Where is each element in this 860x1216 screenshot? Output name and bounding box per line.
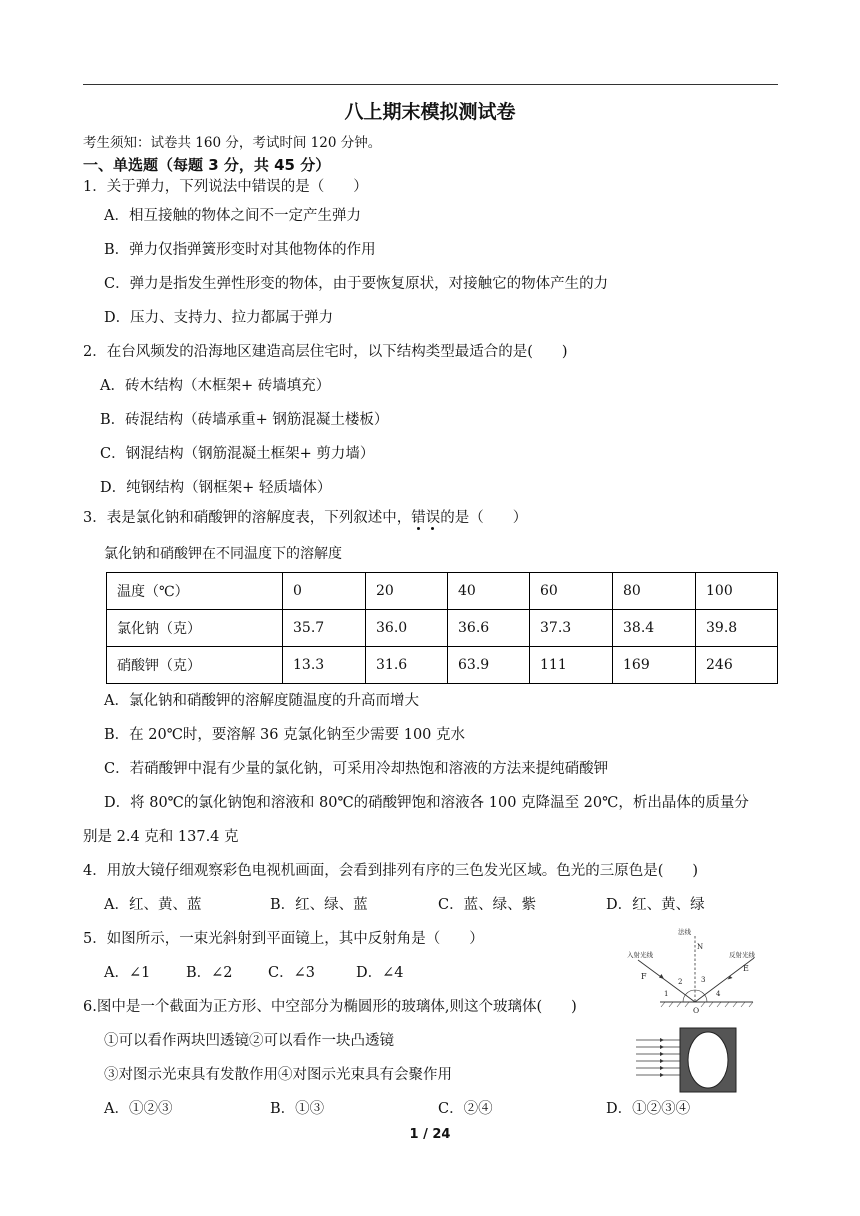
exam-notice: 考生须知：试卷共 160 分，考试时间 120 分钟。: [83, 135, 382, 151]
q6-statement-1-2: ①可以看作两块凹透镜②可以看作一块凸透镜: [104, 1033, 394, 1049]
table-cell: 111: [530, 647, 613, 684]
q2-option-b: B．砖混结构（砖墙承重+ 钢筋混凝土楼板）: [100, 412, 389, 428]
light-beam: [636, 1040, 680, 1075]
table-cell: 39.8: [696, 610, 778, 647]
header-rule: [83, 84, 778, 85]
angle-1-label: 1: [664, 990, 669, 998]
table-cell: 36.0: [366, 610, 448, 647]
reflected-ray-label: 反射光线: [729, 951, 755, 959]
table-cell: 0: [283, 573, 366, 610]
q6-option-c: C．②④: [438, 1101, 493, 1117]
q4-option-d: D．红、黄、绿: [606, 897, 705, 913]
q3-option-a: A．氯化钠和硝酸钾的溶解度随温度的升高而增大: [104, 693, 419, 709]
q3-option-d-continued: 别是 2.4 克和 137.4 克: [83, 829, 239, 845]
q5-option-b: B．∠2: [186, 965, 233, 981]
q6-option-d: D．①②③④: [606, 1101, 691, 1117]
table-cell: 20: [366, 573, 448, 610]
table-cell: 63.9: [448, 647, 530, 684]
table-caption: 氯化钠和硝酸钾在不同温度下的溶解度: [104, 546, 342, 562]
question-6-stem: 6.图中是一个截面为正方形、中空部分为椭圆形的玻璃体,则这个玻璃体( ): [83, 999, 577, 1015]
question-5-stem: 5．如图所示，一束光斜射到平面镜上，其中反射角是（ ）: [83, 931, 484, 947]
beam-arrows: [660, 1038, 664, 1077]
table-row: [107, 647, 778, 684]
emphasis-char-1: 错: [411, 510, 426, 526]
table-cell: 246: [696, 647, 778, 684]
table-cell: 169: [613, 647, 696, 684]
solubility-table: [106, 572, 778, 684]
reflection-diagram: [620, 922, 760, 1014]
q6-option-a: A．①②③: [104, 1101, 173, 1117]
table-cell: 80: [613, 573, 696, 610]
q3-option-b: B．在 20℃时，要溶解 36 克氯化钠至少需要 100 克水: [104, 727, 465, 743]
question-2-stem: 2．在台风频发的沿海地区建造高层住宅时，以下结构类型最适合的是( ): [83, 344, 568, 360]
table-cell: 13.3: [283, 647, 366, 684]
q3-option-c: C．若硝酸钾中混有少量的氯化钠，可采用冷却热饱和溶液的方法来提纯硝酸钾: [104, 761, 609, 777]
q5-option-a: A．∠1: [104, 965, 151, 981]
section-heading: 一、单选题（每题 3 分，共 45 分）: [83, 156, 331, 174]
table-row: [107, 573, 778, 610]
q1-option-a: A．相互接触的物体之间不一定产生弹力: [104, 208, 361, 224]
table-cell: 40: [448, 573, 530, 610]
q3-stem-pre: 3．表是氯化钠和硝酸钾的溶解度表，下列叙述中，: [83, 510, 412, 526]
table-cell: 温度（℃）: [107, 573, 283, 610]
page-number: 1 / 24: [409, 1127, 451, 1142]
q2-option-c: C．钢混结构（钢筋混凝土框架+ 剪力墙）: [100, 446, 375, 462]
q2-option-d: D．纯钢结构（钢框架+ 轻质墙体）: [100, 480, 332, 496]
q3-option-d: D．将 80℃的氯化钠饱和溶液和 80℃的硝酸钾饱和溶液各 100 克降温至 20℃，析出晶体的质量分: [104, 795, 749, 811]
q1-option-b: B．弹力仅指弹簧形变时对其他物体的作用: [104, 242, 376, 258]
q4-option-a: A．红、黄、蓝: [104, 897, 202, 913]
q5-option-d: D．∠4: [356, 965, 404, 981]
q6-option-b: B．①③: [270, 1101, 325, 1117]
label-n: N: [697, 943, 704, 951]
angle-3-label: 3: [701, 976, 706, 984]
angle-4-label: 4: [716, 990, 721, 998]
normal-line-label: 法线: [678, 928, 691, 936]
question-4-stem: 4．用放大镜仔细观察彩色电视机画面，会看到排列有序的三色发光区域。色光的三原色是( ): [83, 863, 699, 879]
q2-option-a: A．砖木结构（木框架+ 砖墙填充）: [100, 378, 331, 394]
table-cell: 31.6: [366, 647, 448, 684]
table-cell: 36.6: [448, 610, 530, 647]
q6-statement-3-4: ③对图示光束具有发散作用④对图示光束具有会聚作用: [104, 1067, 452, 1083]
q4-option-c: C．蓝、绿、紫: [438, 897, 537, 913]
q3-stem-post: 的是（ ）: [440, 510, 528, 526]
table-cell: 38.4: [613, 610, 696, 647]
table-cell: 硝酸钾（克）: [107, 647, 283, 684]
q4-option-b: B．红、绿、蓝: [270, 897, 368, 913]
label-f: F: [641, 972, 647, 981]
label-o: O: [693, 1006, 700, 1014]
table-cell: 60: [530, 573, 613, 610]
table-cell: 35.7: [283, 610, 366, 647]
question-3-stem: [83, 508, 527, 528]
table-row: [107, 610, 778, 647]
glass-block-diagram: [634, 1024, 740, 1096]
q1-option-d: D．压力、支持力、拉力都属于弹力: [104, 310, 334, 326]
angle-2-label: 2: [678, 978, 683, 986]
mirror-hatching: [661, 1002, 753, 1007]
table-cell: 氯化钠（克）: [107, 610, 283, 647]
table-cell: 100: [696, 573, 778, 610]
question-1-stem: 1．关于弹力，下列说法中错误的是（ ）: [83, 179, 368, 195]
emphasis-char-2: 误: [425, 510, 441, 526]
q5-option-c: C．∠3: [268, 965, 315, 981]
label-e: E: [743, 964, 749, 973]
incident-ray-label: 入射光线: [627, 951, 653, 959]
q1-option-c: C．弹力是指发生弹性形变的物体，由于要恢复原状，对接触它的物体产生的力: [104, 276, 609, 292]
elliptical-cavity: [688, 1032, 728, 1088]
incident-arrow: [659, 974, 664, 979]
table-cell: 37.3: [530, 610, 613, 647]
page-title: 八上期末模拟测试卷: [344, 101, 516, 123]
